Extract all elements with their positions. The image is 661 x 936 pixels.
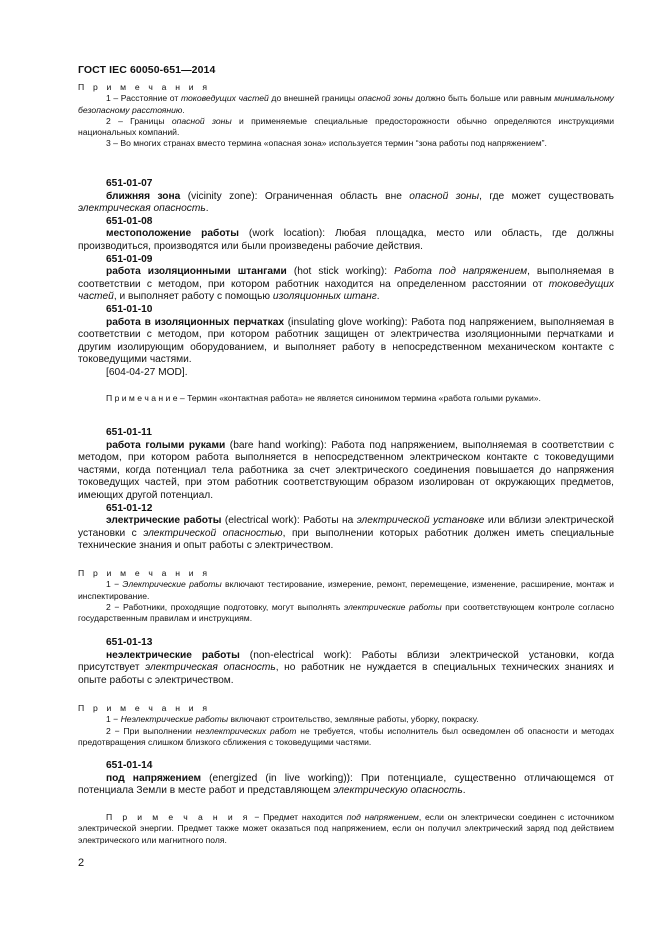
entry-08: местоположение работы (work location): Любая площадка, место или область, где должны производиться, производятся или были произведены рабочие действия. [78,228,614,252]
term-09: работа изоляционными штангами [106,266,287,278]
entry-12: электрические работы (electrical work): Работы на электрической установке или вблизи электрической установки с электрической опасностью, при выполнении которых работник должен иметь специальные технические знания и опыт работы с электричеством. [78,515,615,552]
entry-09: работа изоляционными штангами (hot stick working): Работа под напряжением, выполняемая в соответствии с методом, при котором работник находится на определенном расстоянии от токоведущих частей, и выполняет работу с помощью изоляционных штанг. [78,266,614,303]
note-12-1: 1 − Электрические работы включают тестирование, измерение, ремонт, перемещение, изменение, расширение, монтаж и инспектирование. [78,579,614,601]
entry-13: неэлектрические работы (non-electrical work): Работы вблизи электрической установки, когда присутствует электрическая опасность, но работник не нуждается в специальных технических знаниях и опыте работы с электричеством. [78,649,614,686]
entry-code-13: 651-01-13 [106,637,153,648]
entry-14-block [78,760,614,798]
notes-heading: П р и м е ч а н и я [78,82,211,92]
entry-10-reference: [604-04-27 MOD]. [106,366,188,378]
entry-14: под напряжением (energized (in live working)): При потенциале, существенно отличающемся от потенциала Земли в месте работ и представляющем электрическую опасность. [78,772,614,797]
term-11: работа голыми руками [106,439,226,451]
entry-code-07: 651-01-07 [106,178,153,189]
notes-13-heading: П р и м е ч а н и я [78,703,211,713]
entries-11-12 [78,427,614,553]
term-10: работа в изоляционных перчатках [106,316,285,328]
entry-code-08: 651-01-08 [106,215,153,227]
note-10 [78,393,614,404]
entry-code-09: 651-01-09 [106,253,153,265]
entry-11: работа голыми руками (bare hand working): Работа под напряжением, выполняемая в соответствии с методом, при котором работа выполняется в непосредственном электрическом контакте с токоведущими частями, когда потенциал тела работника за счет электрического соединения повышается до напряжения токоведущих частей, при этом работник соответствующим образом изолирован от окружающих предметов, имеющих другой потенциал. [78,439,614,501]
entry-code-12: 651-01-12 [106,502,153,514]
note-12-2: 2 − Работники, проходящие подготовку, могут выполнять электрические работы при соответствующем контроле согласно государственным правилам и инструкциям. [78,601,614,624]
page-number: 2 [78,857,85,869]
term-14: под напряжением [106,772,202,784]
document-header: ГОСТ IEC 60050-651—2014 [78,64,216,76]
term-08: местоположение работы [106,228,239,240]
note-14-text: П р и м е ч а н и я − Предмет находится под напряжением, если он электрически соединен с источником электрической энергии. Предмет также может оказаться под напряжением, если он получил электрический заряд под действием электрического или магнитного поля. [78,812,614,845]
notes-12 [78,568,614,624]
note-3: 3 – Во многих странах вместо термина «опасная зона» используется термин “зона работы под напряжением”. [106,138,547,149]
notes-12-heading: П р и м е ч а н и я [78,568,211,578]
entries-07-10 [78,178,614,380]
entry-code-14: 651-01-14 [106,760,153,771]
note-10-text: П р и м е ч а н и е – Термин «контактная работа» не является синонимом термина «работа голыми руками». [106,393,541,403]
notes-13 [78,703,614,748]
note-1: 1 – Расстояние от токоведущих частей до внешней границы опасной зоны должно быть больше или равным минимальному безопасному расстоянию. [78,93,614,115]
term-12: электрические работы [106,515,222,527]
term-13: неэлектрические работы [106,649,240,661]
note-14 [78,812,614,846]
entry-13-block [78,637,614,687]
notes-top [78,82,614,150]
entry-code-11: 651-01-11 [106,427,152,438]
note-13-1: 1 − Неэлектрические работы включают строительство, земляные работы, уборку, покраску. [106,714,479,725]
term-07: ближняя зона [106,190,181,202]
note-13-2: 2 − При выполнении неэлектрических работ не требуется, чтобы исполнитель был осведомлен об опасности и методах предотвращения слишком близкого сближения с токоведущими частями. [78,725,614,747]
note-2: 2 – Границы опасной зоны и применяемые специальные предосторожности обычно определяются инструкциями национальных компаний. [78,115,614,138]
entry-10: работа в изоляционных перчатках (insulating glove working): Работа под напряжением, выполняемая в соответствии с методом, при котором работник защищен от электричества изоляционными перчатками и другим изолирующим оборудованием, и выполняет работу в непосредственном механическом контакте с токоведущими частями. [78,316,614,366]
entry-07: ближняя зона (vicinity zone): Ограниченная область вне опасной зоны, где может существовать электрическая опасность. [78,190,614,215]
entry-code-10: 651-01-10 [106,303,153,315]
